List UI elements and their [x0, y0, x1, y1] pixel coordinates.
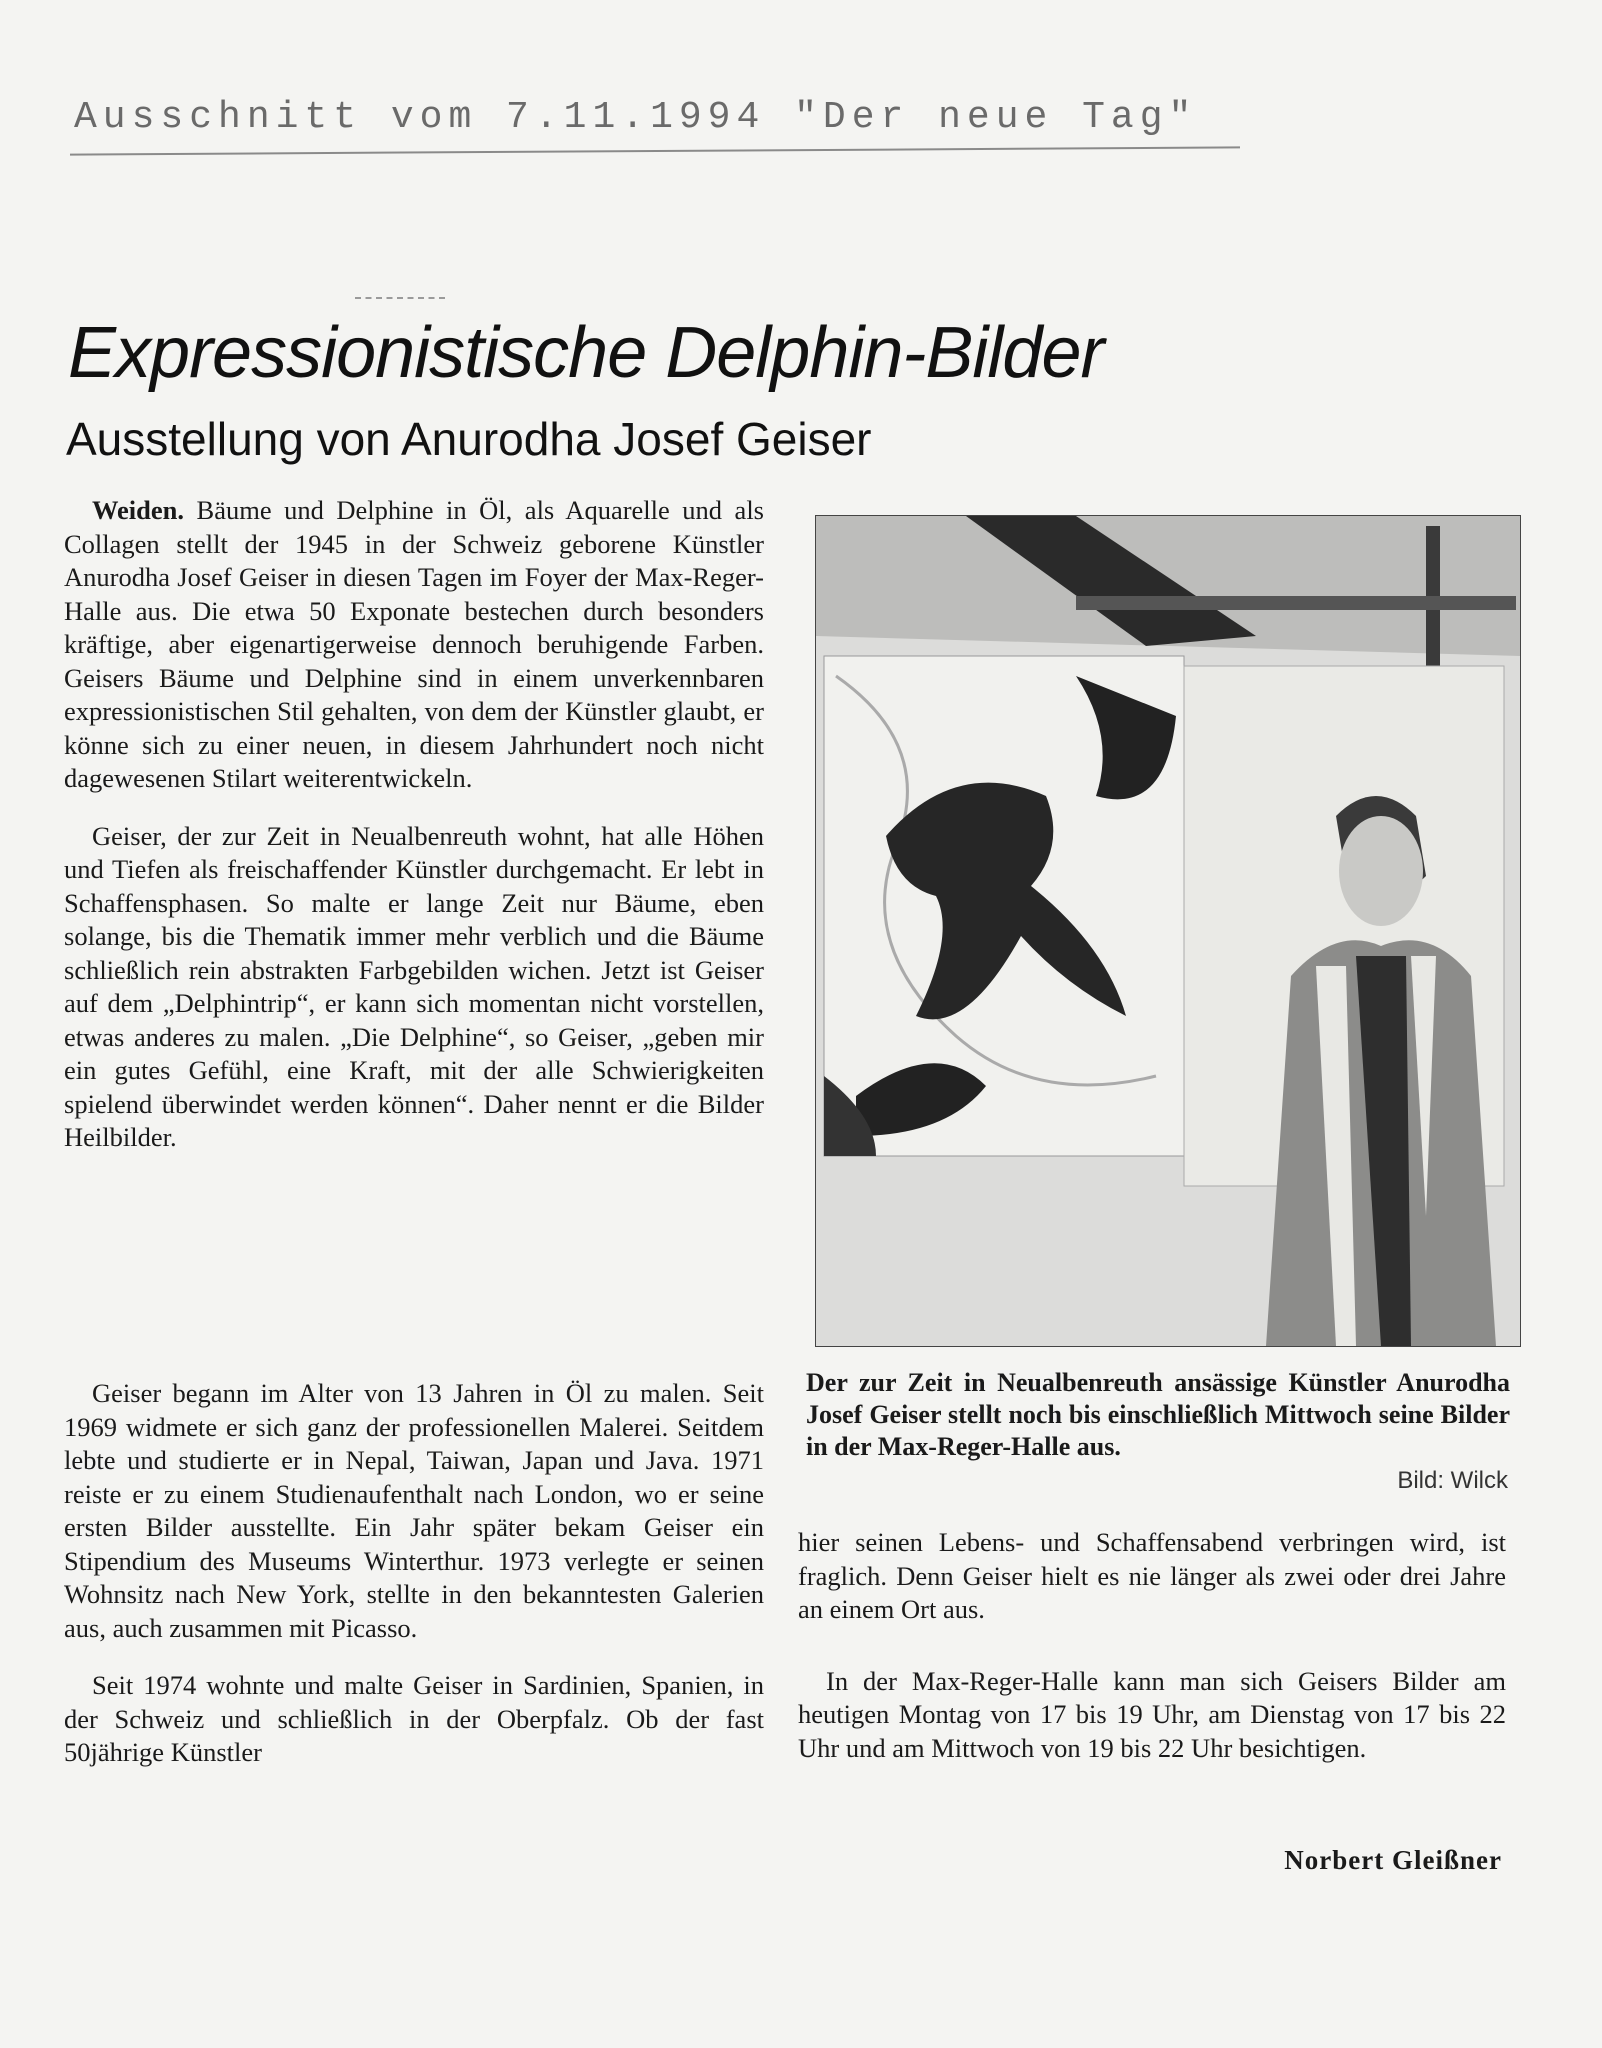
paragraph-4-start: Seit 1974 wohnte und malte Geiser in Sardinien, Spanien, in der Schweiz und schließlich in der Oberpfalz. Ob der fast 50jährige Künstler — [64, 1670, 764, 1767]
left-column — [64, 494, 764, 1155]
paragraph-2: Geiser, der zur Zeit in Neualbenreuth wohnt, hat alle Höhen und Tiefen als freischaffender Künstler durchgemacht. Er lebt in Schaffensphasen. So malte er lange Zeit nur Bäume, eben solange, bis die Thematik immer mehr verblich und die Bäume schließlich rein abstrakten Farbgebilden wichen. Jetzt ist Geiser auf dem „Delphintrip“, er kann sich momentan nicht vorstellen, etwas anderes zu malen. „Die Delphine“, so Geiser, „geben mir ein gutes Gefühl, eine Kraft, mit der alle Schwierigkeiten spielend überwindet werden können“. Daher nennt er die Bilder Heilbilder. — [64, 820, 764, 1152]
paragraph-1-text: Bäume und Delphine in Öl, als Aquarelle und als Collagen stellt der 1945 in der Schweiz geborene Künstler Anurodha Josef Geiser in diesen Tagen im Foyer der Max-Reger-Halle aus. Die etwa 50 Exponate bestechen durch besonders kräftige, aber eigenartigerweise dennoch beruhigende Farben. Geisers Bäume und Delphine sind in einem unverkennbaren expressionistischen Stil gehalten, von dem der Künstler glaubt, er könne sich zu einer neuen, in diesem Jahrhundert noch nicht dagewesenen Stilart weiterentwickeln. — [64, 495, 764, 793]
paragraph-5: In der Max-Reger-Halle kann man sich Geisers Bilder am heutigen Montag von 17 bis 19 Uhr, am Dienstag von 17 bis 22 Uhr und am Mittwoch von 19 bis 22 Uhr besichtigen. — [798, 1665, 1506, 1763]
paragraph-3: Geiser begann im Alter von 13 Jahren in Öl zu malen. Seit 1969 widmete er sich ganz der professionellen Malerei. Seitdem lebte und studierte er in Nepal, Taiwan, Japan und Java. 1971 reiste er zu einem Studienaufenthalt nach London, wo er seine ersten Bilder ausstellte. Ein Jahr später bekam Geiser ein Stipendium des Museums Winterthur. 1973 verlegte er seinen Wohnsitz nach New York, stellte in den bekanntesten Galerien aus, auch zusammen mit Picasso. — [64, 1378, 764, 1643]
left-column-lower — [64, 1377, 764, 1770]
paragraph-1 — [64, 494, 764, 796]
photo-caption: Der zur Zeit in Neualbenreuth ansässige Künstler Anurodha Josef Geiser stellt noch bis einschließlich Mittwoch seine Bilder in der Max-Reger-Halle aus. — [806, 1368, 1510, 1461]
photo-artist-with-dolphin-painting — [816, 516, 1520, 1346]
paragraph-4-end: hier seinen Lebens- und Schaffensabend verbringen wird, ist fraglich. Denn Geiser hielt es nie länger als zwei oder drei Jahre an einem Ort aus. — [798, 1527, 1506, 1624]
stamp-underline — [70, 146, 1240, 155]
article-author: Norbert Gleißner — [1284, 1845, 1502, 1875]
clipping-stamp: Ausschnitt vom 7.11.1994 "Der neue Tag" — [74, 96, 1198, 139]
article-photo — [815, 515, 1521, 1347]
right-column — [798, 1526, 1506, 1765]
photo-credit: Bild: Wilck — [1397, 1467, 1508, 1494]
dateline: Weiden. — [92, 495, 185, 525]
article-subheadline: Ausstellung von Anurodha Josef Geiser — [66, 413, 872, 465]
article-headline: Expressionistische Delphin-Bilder — [68, 313, 1104, 393]
dash-mark — [355, 297, 445, 299]
